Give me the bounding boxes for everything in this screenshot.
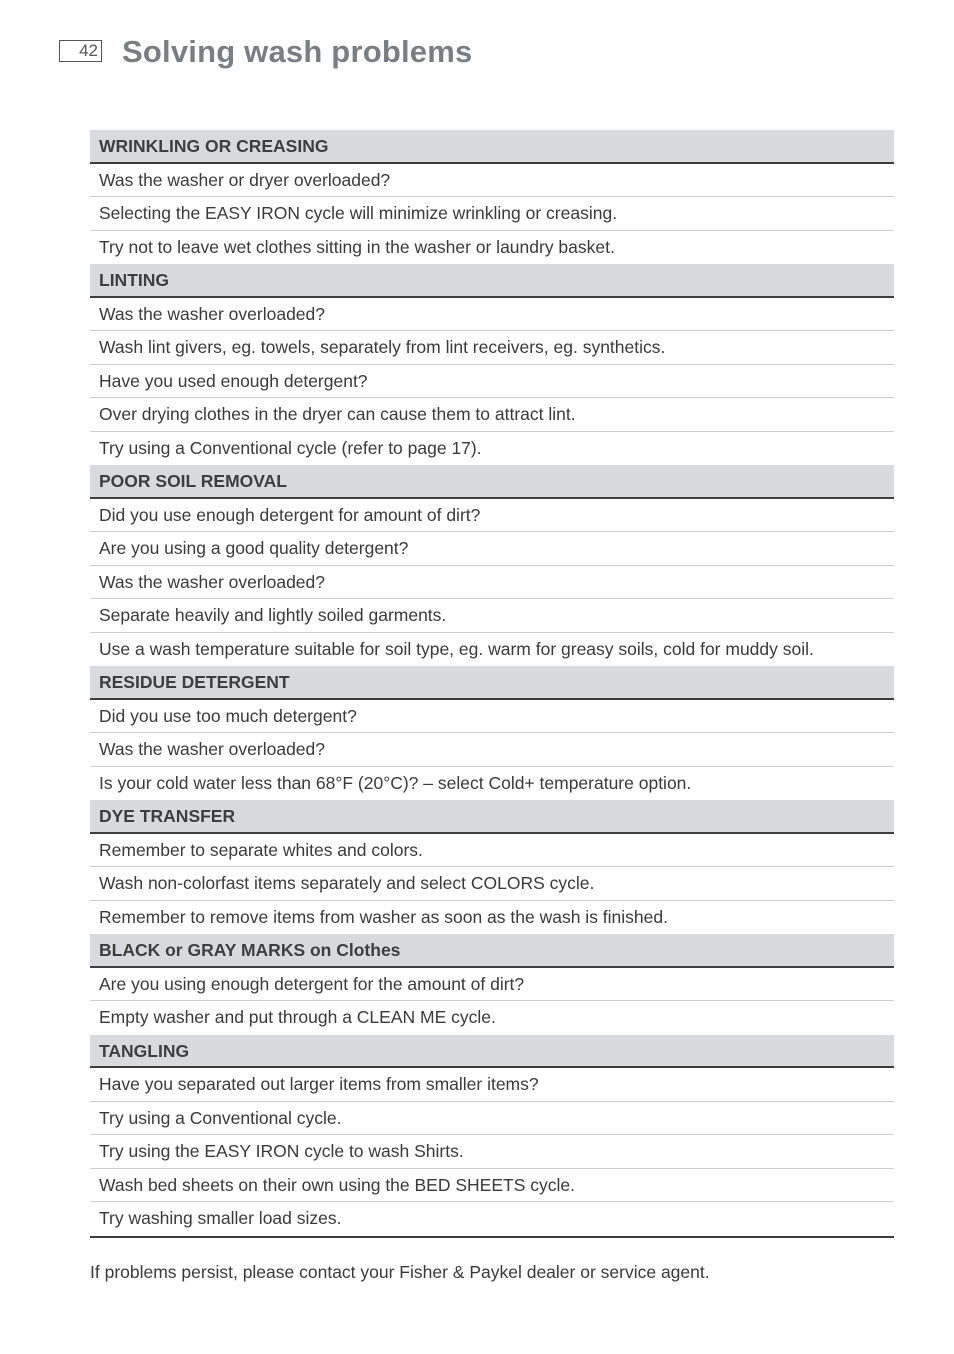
section-heading: TANGLING: [90, 1035, 894, 1069]
solution-row: Wash non-colorfast items separately and select COLORS cycle.: [90, 867, 894, 901]
solution-row: Are you using enough detergent for the amount of dirt?: [90, 968, 894, 1002]
solution-row: Did you use too much detergent?: [90, 700, 894, 734]
solution-row: Was the washer overloaded?: [90, 566, 894, 600]
solution-row: Was the washer overloaded?: [90, 298, 894, 332]
problem-section: [90, 666, 894, 800]
problem-section: [90, 800, 894, 934]
section-heading: WRINKLING OR CREASING: [90, 130, 894, 164]
solution-row: Did you use enough detergent for amount of dirt?: [90, 499, 894, 533]
problem-section: [90, 1035, 894, 1236]
problems-table: [90, 130, 894, 1238]
solution-row: Use a wash temperature suitable for soil type, eg. warm for greasy soils, cold for muddy soil.: [99, 638, 814, 659]
solution-row: Selecting the EASY IRON cycle will minimize wrinkling or creasing.: [90, 197, 894, 231]
solution-row: Wash lint givers, eg. towels, separately from lint receivers, eg. synthetics.: [90, 331, 894, 365]
solution-row: Try using a Conventional cycle (refer to page 17).: [99, 437, 482, 458]
page-title: Solving wash problems: [122, 34, 473, 69]
solution-row: Have you separated out larger items from smaller items?: [90, 1068, 894, 1102]
problem-section: [90, 264, 894, 465]
problem-section: [90, 934, 894, 1035]
solution-row: Separate heavily and lightly soiled garments.: [90, 599, 894, 633]
page-number: 42: [59, 40, 102, 62]
solution-row: Remember to separate whites and colors.: [90, 834, 894, 868]
section-heading: POOR SOIL REMOVAL: [90, 465, 894, 499]
solution-row: Try using the EASY IRON cycle to wash Shirts.: [90, 1135, 894, 1169]
solution-row: Try washing smaller load sizes.: [99, 1208, 342, 1228]
solution-row: Try not to leave wet clothes sitting in the washer or laundry basket.: [99, 236, 615, 257]
section-heading: BLACK or GRAY MARKS on Clothes: [90, 934, 894, 968]
footer-note: If problems persist, please contact your Fisher & Paykel dealer or service agent.: [90, 1262, 710, 1282]
solution-row: Try using a Conventional cycle.: [90, 1102, 894, 1136]
section-heading: DYE TRANSFER: [90, 800, 894, 834]
section-heading: RESIDUE DETERGENT: [90, 666, 894, 700]
problem-section: [90, 130, 894, 264]
solution-row: Was the washer or dryer overloaded?: [90, 164, 894, 198]
solution-row: Empty washer and put through a CLEAN ME cycle.: [99, 1007, 496, 1027]
solution-row: Have you used enough detergent?: [90, 365, 894, 399]
section-heading: LINTING: [90, 264, 894, 298]
solution-row: Is your cold water less than 68°F (20°C)? – select Cold+ temperature option.: [99, 772, 692, 793]
problem-section: [90, 465, 894, 666]
solution-row: Was the washer overloaded?: [90, 733, 894, 767]
solution-row: Wash bed sheets on their own using the BED SHEETS cycle.: [90, 1169, 894, 1203]
solution-row: Remember to remove items from washer as soon as the wash is finished.: [99, 906, 668, 927]
solution-row: Over drying clothes in the dryer can cause them to attract lint.: [90, 398, 894, 432]
solution-row: Are you using a good quality detergent?: [90, 532, 894, 566]
